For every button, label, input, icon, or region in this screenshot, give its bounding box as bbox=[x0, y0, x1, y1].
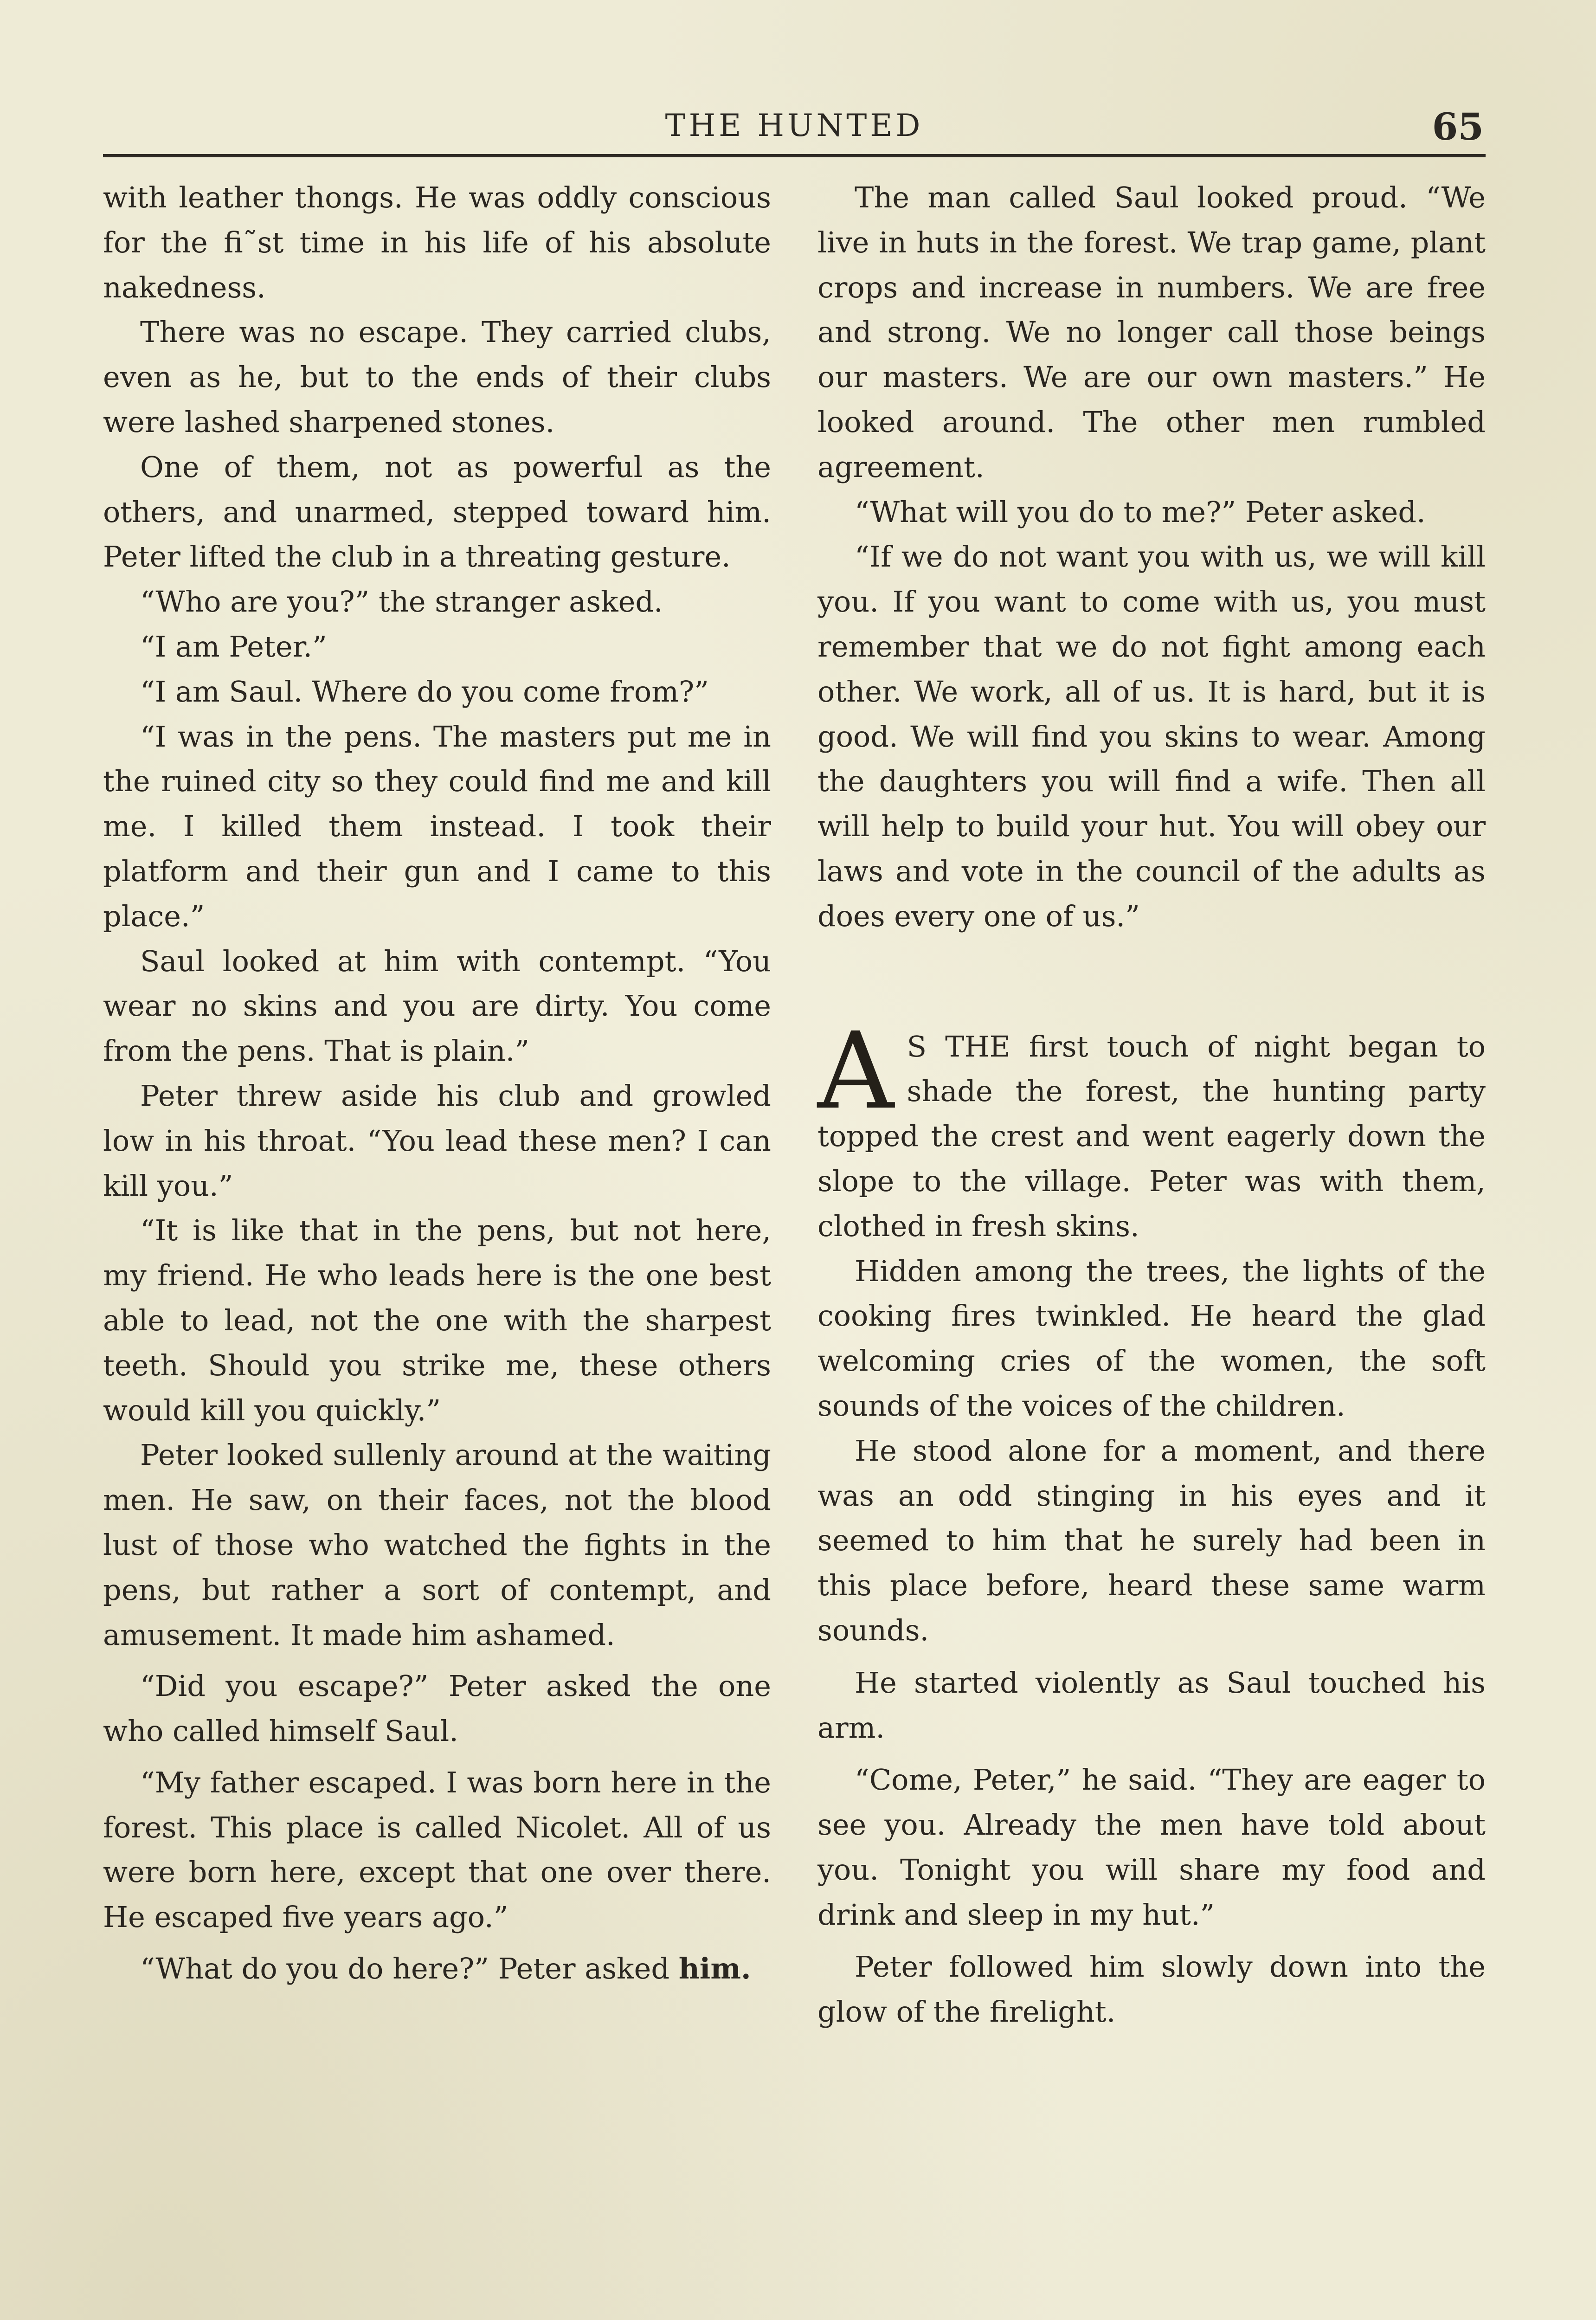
paragraph: “Come, Peter,” he said. “They are eager to see you. Already the men have told about you. Tonight you will share my food and drink and sleep in my hut.” bbox=[817, 1763, 1486, 1932]
paragraph: “What will you do to me?” Peter asked. bbox=[855, 495, 1426, 529]
paragraph: “If we do not want you with us, we will kill you. If you want to come with us, you must remember that we do not fight among each other. We work, all of us. It is hard, but it is good. We will find you skins to wear. Among the daughters you will find a wife. Then all will help to build your hut. You will obey our laws and vote in the council of the adults as does every one of us.” bbox=[817, 540, 1486, 933]
section-break bbox=[817, 939, 1486, 1025]
paragraph: “I am Saul. Where do you come from?” bbox=[140, 674, 709, 709]
running-head bbox=[103, 101, 1486, 157]
left-column bbox=[103, 175, 771, 1991]
paragraph: “I am Peter.” bbox=[140, 629, 327, 664]
header-rule bbox=[103, 154, 1486, 157]
page-number: 65 bbox=[1432, 105, 1484, 148]
paragraph: Peter looked sullenly around at the waiting men. He saw, on their faces, not the blood lust of those who watched the fights in the pens, but rather a sort of contempt, and amusement. It made him ashamed. bbox=[103, 1438, 771, 1652]
paragraph: Hidden among the trees, the lights of the cooking fires twinkled. He heard the glad welcoming cries of the women, the soft sounds of the voices of the children. bbox=[817, 1254, 1486, 1423]
paragraph: Saul looked at him with contempt. “You wear no skins and you are dirty. You come from the pens. That is plain.” bbox=[103, 944, 771, 1068]
paragraph: The man called Saul looked proud. “We live in huts in the forest. We trap game, plant crops and increase in numbers. We are free and strong. We no longer call those beings our masters. We are our own masters.” He looked around. The other men rumbled agreement. bbox=[817, 180, 1486, 484]
drop-cap: A bbox=[817, 1009, 894, 1133]
paragraph: “What do you do here?” Peter asked him. bbox=[140, 1952, 751, 1986]
section-opening bbox=[817, 1009, 1486, 1249]
emphasized-word: him. bbox=[678, 1952, 751, 1986]
paragraph: with leather thongs. He was oddly conscious for the fi˜st time in his life of his absolute nakedness. bbox=[103, 180, 771, 304]
paragraph: “Did you escape?” Peter asked the one who called himself Saul. bbox=[103, 1669, 771, 1748]
paragraph: S THE first touch of night began to shade the forest, the hunting party topped the crest and went eagerly down the slope to the village. Peter was with them, clothed in fresh skins. bbox=[817, 1029, 1486, 1243]
running-title: THE HUNTED bbox=[665, 108, 924, 143]
paragraph: Peter threw aside his club and growled low in his throat. “You lead these men? I can kill you.” bbox=[103, 1078, 771, 1203]
paragraph: Peter followed him slowly down into the glow of the firelight. bbox=[817, 1950, 1486, 2029]
right-column bbox=[817, 175, 1486, 2035]
paragraph: “My father escaped. I was born here in the forest. This place is called Nicolet. All of us were born here, except that one over there. He escaped five years ago.” bbox=[103, 1765, 771, 1934]
paragraph: One of them, not as powerful as the others, and unarmed, stepped toward him. Peter lifted the club in a threating gesture. bbox=[103, 450, 771, 574]
paragraph: There was no escape. They carried clubs, even as he, but to the ends of their clubs were lashed sharpened stones. bbox=[103, 315, 771, 439]
paragraph: “It is like that in the pens, but not here, my friend. He who leads here is the one best able to lead, not the one with the sharpest teeth. Should you strike me, these others would kill you quickly.” bbox=[103, 1213, 771, 1427]
paragraph: He stood alone for a moment, and there was an odd stinging in his eyes and it seemed to him that he surely had been in this place before, heard these same warm sounds. bbox=[817, 1433, 1486, 1647]
paragraph: He started violently as Saul touched his arm. bbox=[817, 1665, 1486, 1745]
paragraph: “I was in the pens. The masters put me in the ruined city so they could find me and kill me. I killed them instead. I took their platform and their gun and I came to this place.” bbox=[103, 719, 771, 933]
paragraph: “Who are you?” the stranger asked. bbox=[140, 585, 663, 619]
